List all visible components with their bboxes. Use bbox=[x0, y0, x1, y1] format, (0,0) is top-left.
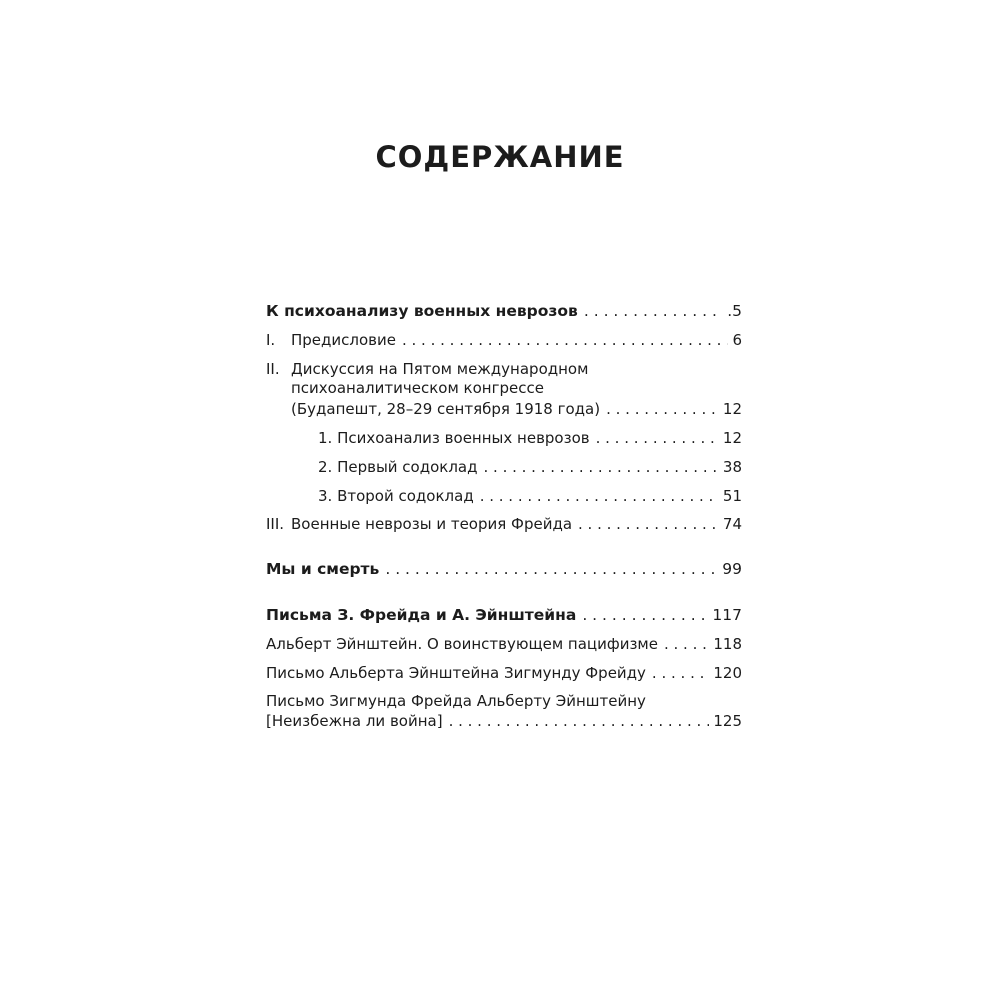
toc-entry-part1[interactable] bbox=[266, 300, 742, 322]
toc-entry-title: психоаналитическом конгрессе bbox=[291, 379, 544, 397]
dot-leader bbox=[480, 485, 719, 507]
toc-entry-sub3[interactable] bbox=[318, 485, 742, 507]
page-title: СОДЕРЖАНИЕ bbox=[375, 140, 625, 174]
dot-leader bbox=[385, 558, 718, 580]
toc-entry-title: Дискуссия на Пятом международном bbox=[291, 360, 589, 378]
toc-page-number: 38 bbox=[722, 458, 742, 476]
toc-entry-title: Предисловие bbox=[291, 331, 396, 349]
dot-leader bbox=[484, 456, 719, 478]
toc-page-number: 74 bbox=[722, 515, 742, 533]
toc-entry-war-neuroses[interactable] bbox=[266, 513, 742, 535]
toc-page-number: 12 bbox=[722, 429, 742, 447]
toc-entry-title: К психоанализу военных неврозов bbox=[266, 302, 578, 320]
dot-leader bbox=[582, 604, 708, 626]
toc-entry-pacifism[interactable] bbox=[266, 633, 742, 655]
toc-entry-title: Мы и смерть bbox=[266, 560, 380, 578]
toc-entry-sub2[interactable] bbox=[318, 456, 742, 478]
toc-entry-title: Письмо Альберта Эйнштейна Зигмунду Фрейду bbox=[266, 664, 646, 682]
toc-entry-number: II. bbox=[266, 360, 280, 378]
toc-page-number: 12 bbox=[722, 400, 742, 418]
toc-page-number: 120 bbox=[713, 664, 742, 682]
toc-page-number: 125 bbox=[713, 712, 742, 730]
toc-entry-title: [Неизбежна ли война] bbox=[266, 712, 443, 730]
dot-leader bbox=[664, 633, 709, 655]
dot-leader bbox=[584, 300, 723, 322]
toc-page-number: .5 bbox=[727, 302, 742, 320]
toc-page-number: 118 bbox=[713, 635, 742, 653]
toc-entry-number: I. bbox=[266, 331, 276, 349]
toc-entry-title: Письма З. Фрейда и А. Эйнштейна bbox=[266, 606, 577, 624]
toc-page-number: 6 bbox=[732, 331, 742, 349]
toc-entry-title: (Будапешт, 28–29 сентября 1918 года) bbox=[291, 400, 601, 418]
toc-entry-discussion-line2[interactable] bbox=[291, 377, 544, 399]
toc-entry-sub1[interactable] bbox=[318, 427, 742, 449]
dot-leader bbox=[449, 710, 710, 732]
toc-entry-title: 1. Психоанализ военных неврозов bbox=[318, 429, 590, 447]
toc-page-number: 51 bbox=[722, 487, 742, 505]
toc-entry-title: Военные неврозы и теория Фрейда bbox=[291, 515, 573, 533]
toc-entry-preface[interactable] bbox=[266, 329, 742, 351]
toc-entry-letter-freud[interactable] bbox=[266, 710, 742, 732]
toc-entry-title: Письмо Зигмунда Фрейда Альберту Эйнштейну bbox=[266, 692, 646, 710]
toc-entry-discussion[interactable] bbox=[266, 398, 742, 420]
dot-leader bbox=[402, 329, 728, 351]
toc-entry-number: III. bbox=[266, 515, 285, 533]
toc-page-number: 117 bbox=[712, 606, 742, 624]
dot-leader bbox=[596, 427, 719, 449]
toc-entry-part3[interactable] bbox=[266, 604, 742, 626]
toc-entry-title: 2. Первый содоклад bbox=[318, 458, 478, 476]
toc-entry-letter-freud-line1[interactable] bbox=[266, 690, 646, 712]
toc-entry-title: 3. Второй содоклад bbox=[318, 487, 474, 505]
dot-leader bbox=[606, 398, 719, 420]
dot-leader bbox=[652, 662, 709, 684]
toc-entry-title: Альберт Эйнштейн. О воинствующем пацифизме bbox=[266, 635, 658, 653]
toc-entry-letter-einstein[interactable] bbox=[266, 662, 742, 684]
dot-leader bbox=[578, 513, 719, 535]
toc-page-number: 99 bbox=[722, 560, 742, 578]
toc-entry-part2[interactable] bbox=[266, 558, 742, 580]
